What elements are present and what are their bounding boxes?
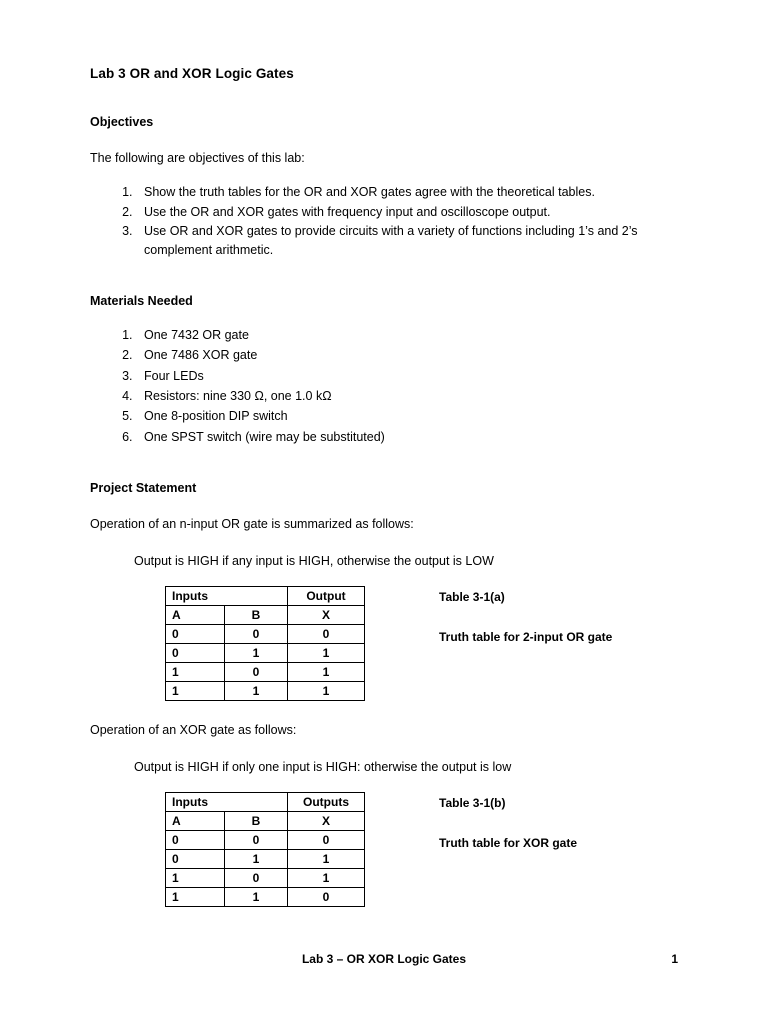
list-item: 1. Show the truth tables for the OR and XOR gates agree with the theoretical tables.: [136, 183, 678, 202]
project-statement-heading: Project Statement: [90, 481, 197, 496]
cell: 0: [225, 830, 288, 849]
table-row: [166, 681, 365, 700]
materials-heading: Materials Needed: [90, 293, 193, 308]
cell: 0: [288, 887, 365, 906]
cell: 1: [166, 662, 225, 681]
or-gate-intro: Operation of an n-input OR gate is summarized as follows:: [90, 517, 414, 532]
objectives-heading: Objectives: [90, 115, 154, 129]
page-footer: [90, 952, 678, 966]
objectives-list: [90, 183, 678, 260]
cell: 0: [166, 830, 225, 849]
or-col-x: X: [288, 605, 365, 624]
cell: 1: [288, 681, 365, 700]
or-table-caption-label: Table 3-1(a): [439, 589, 505, 604]
xor-table-caption: [439, 792, 577, 850]
table-row: [166, 792, 365, 811]
cell: 0: [166, 624, 225, 643]
cell: 0: [225, 662, 288, 681]
table-row: [166, 849, 365, 868]
or-col-b: B: [225, 605, 288, 624]
or-col-a: A: [166, 605, 225, 624]
cell: 1: [166, 868, 225, 887]
objectives-intro: The following are objectives of this lab:: [90, 151, 305, 165]
list-item: 2. Use the OR and XOR gates with frequency input and oscilloscope output.: [136, 203, 678, 222]
table-row: [166, 605, 365, 624]
cell: 1: [288, 849, 365, 868]
or-table-caption: [439, 586, 612, 644]
cell: 0: [225, 624, 288, 643]
table-row: [166, 624, 365, 643]
cell: 1: [225, 681, 288, 700]
or-group-header-inputs: Inputs: [166, 586, 288, 605]
table-row: [166, 586, 365, 605]
cell: 1: [166, 681, 225, 700]
cell: 1: [288, 868, 365, 887]
table-row: [166, 830, 365, 849]
cell: 0: [225, 868, 288, 887]
table-row: [166, 662, 365, 681]
list-item: 2. One 7486 XOR gate: [136, 346, 678, 365]
xor-group-header-outputs: Outputs: [288, 792, 365, 811]
xor-gate-intro: Operation of an XOR gate as follows:: [90, 722, 297, 737]
list-item: 4. Resistors: nine 330 Ω, one 1.0 kΩ: [136, 387, 678, 406]
page-title: Lab 3 OR and XOR Logic Gates: [90, 66, 294, 81]
footer-text: Lab 3 – OR XOR Logic Gates: [301, 952, 467, 966]
or-gate-rule: Output is HIGH if any input is HIGH, otherwise the output is LOW: [134, 554, 494, 568]
table-row: [166, 868, 365, 887]
xor-gate-rule: Output is HIGH if only one input is HIGH: otherwise the output is low: [134, 759, 512, 774]
xor-table-caption-label: Table 3-1(b): [439, 795, 506, 810]
materials-list: [90, 326, 678, 447]
table-row: [166, 887, 365, 906]
list-item: 3. Four LEDs: [136, 367, 678, 386]
cell: 0: [166, 849, 225, 868]
xor-truth-table: [165, 792, 365, 907]
list-item: 6. One SPST switch (wire may be substituted): [136, 428, 678, 447]
cell: 0: [288, 830, 365, 849]
xor-group-header-inputs: Inputs: [166, 792, 288, 811]
cell: 0: [166, 643, 225, 662]
xor-table-caption-text: Truth table for XOR gate: [439, 835, 578, 850]
list-item: 1. One 7432 OR gate: [136, 326, 678, 345]
or-truth-table-block: [90, 586, 678, 701]
xor-col-a: A: [166, 811, 225, 830]
or-group-header-output: Output: [288, 586, 365, 605]
xor-col-x: X: [288, 811, 365, 830]
footer-page-number: 1: [671, 952, 678, 966]
list-item: 5. One 8-position DIP switch: [136, 407, 678, 426]
table-row: [166, 643, 365, 662]
cell: 0: [288, 624, 365, 643]
list-item: 3. Use OR and XOR gates to provide circuits with a variety of functions including 1’s and 2’s complement arithmetic.: [136, 222, 678, 260]
cell: 1: [288, 662, 365, 681]
or-table-caption-text: Truth table for 2-input OR gate: [439, 629, 613, 644]
xor-truth-table-block: [90, 792, 678, 907]
xor-col-b: B: [225, 811, 288, 830]
cell: 1: [288, 643, 365, 662]
cell: 1: [166, 887, 225, 906]
cell: 1: [225, 643, 288, 662]
or-truth-table: [165, 586, 365, 701]
cell: 1: [225, 887, 288, 906]
cell: 1: [225, 849, 288, 868]
table-row: [166, 811, 365, 830]
